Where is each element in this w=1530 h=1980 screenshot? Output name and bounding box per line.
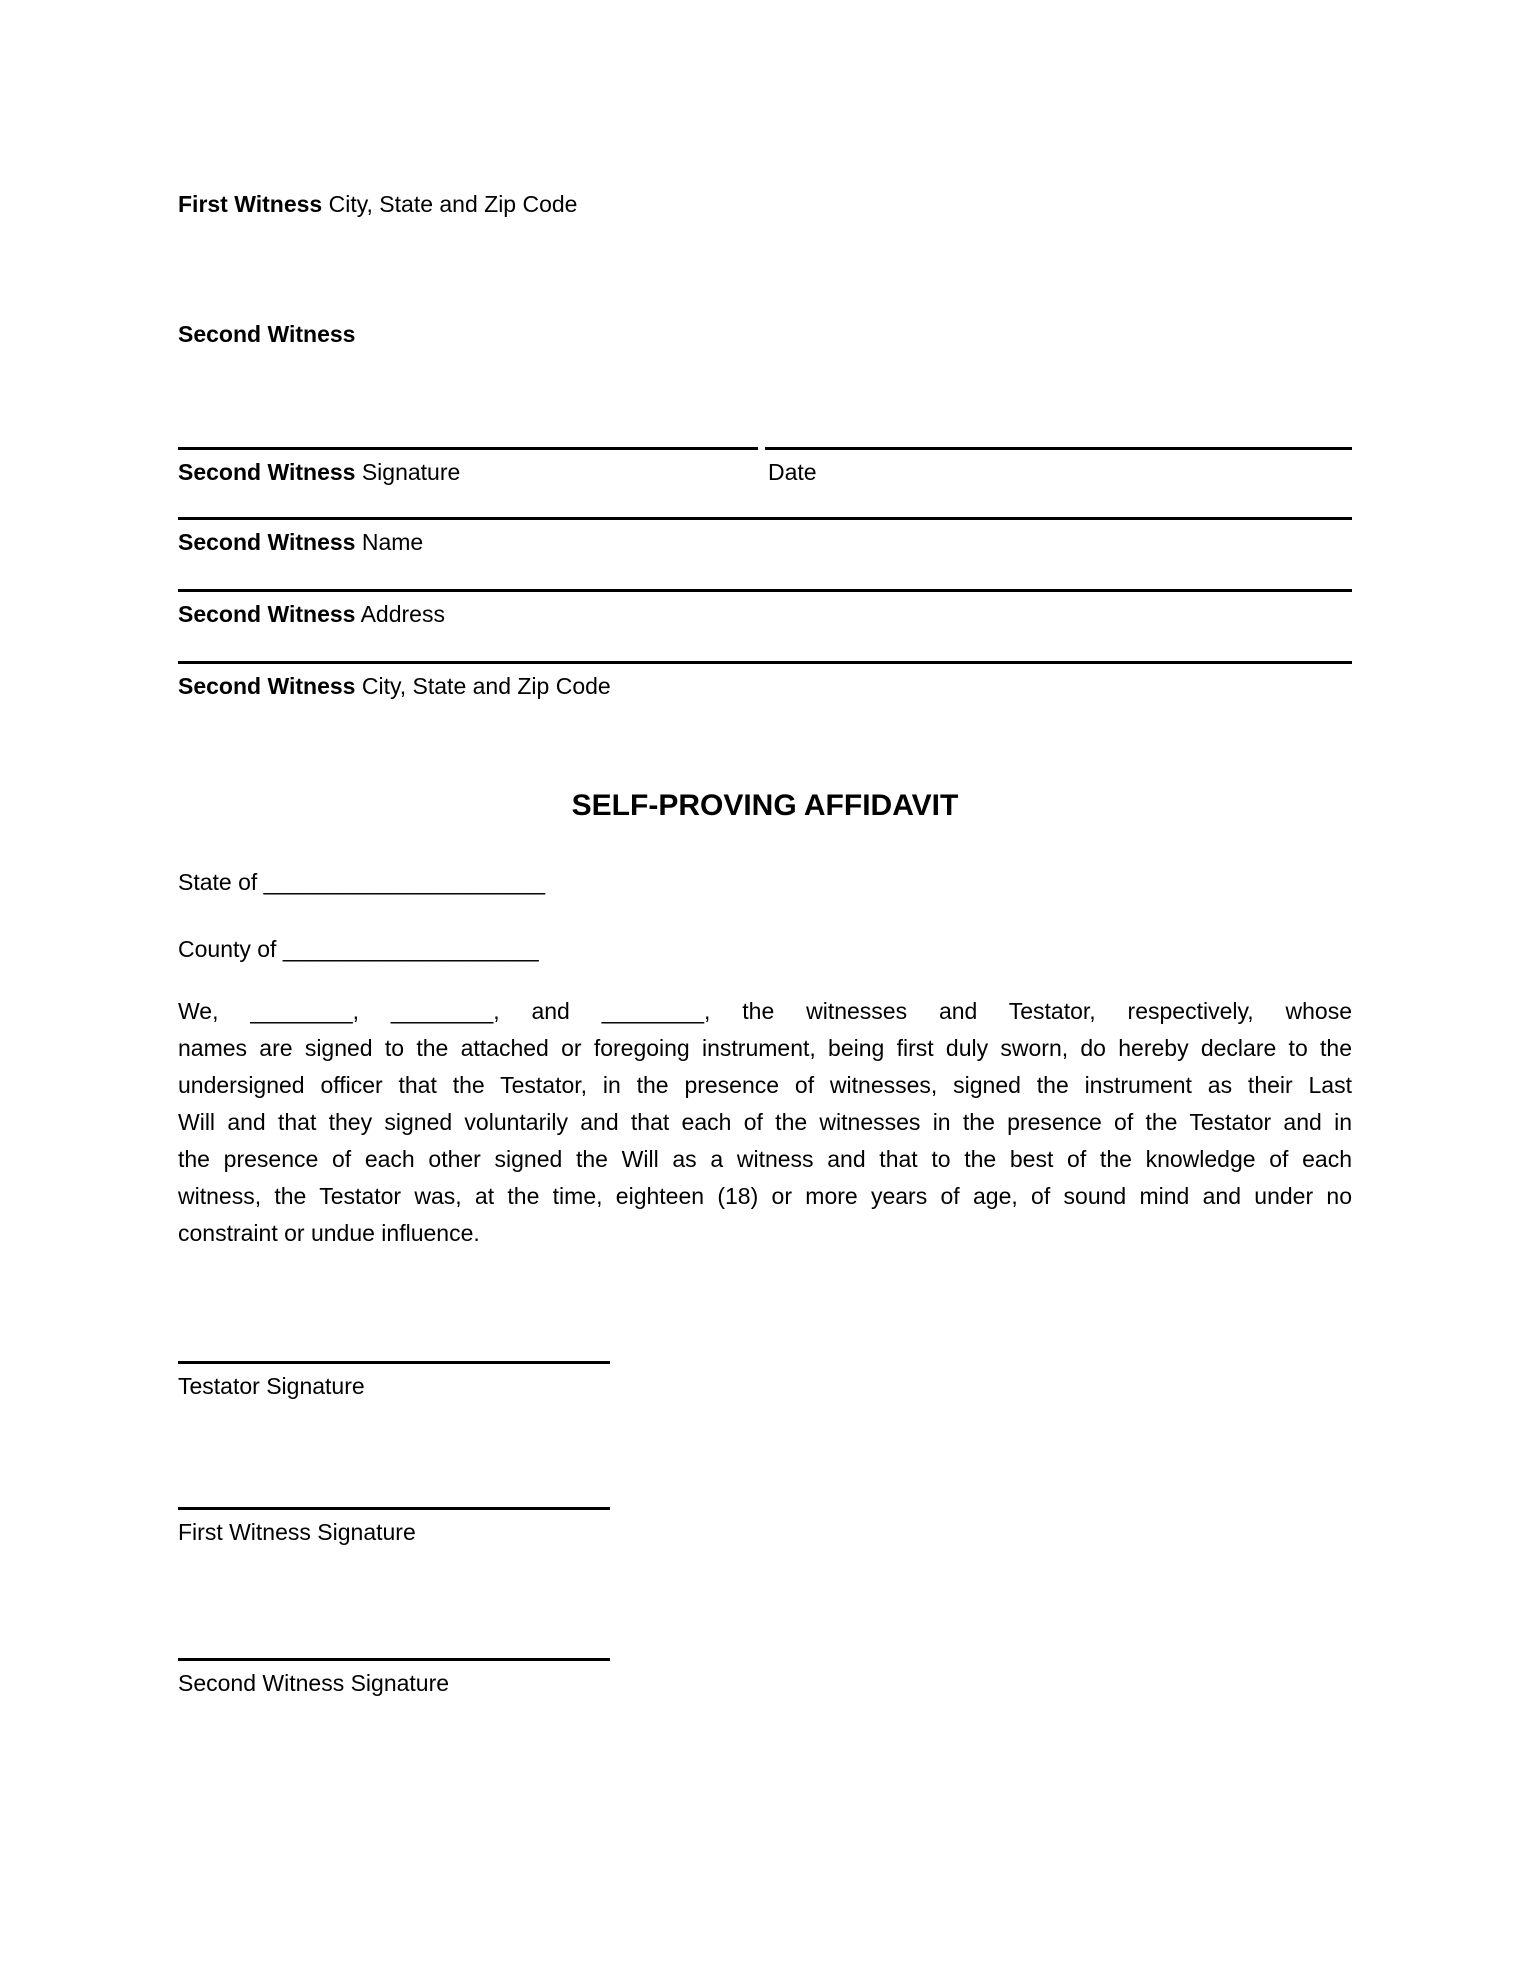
state-of-label: State of (178, 869, 258, 895)
state-of-blank-line: ______________________ (263, 869, 546, 895)
second-witness-city-label (178, 672, 611, 700)
affidavit-paragraph-line-6: witness, the Testator was, at the time, eighteen (18) or more years of age, of sound mind and under no (178, 1183, 1352, 1209)
state-of-row (178, 868, 545, 896)
state-of-blank (257, 869, 545, 895)
second-witness-address-label-rest: Address (355, 601, 445, 627)
second-witness-signature-label-bold: Second Witness (178, 459, 356, 485)
affidavit-paragraph (178, 993, 1352, 1252)
second-witness-name-line (178, 517, 1352, 520)
testator-signature-label: Testator Signature (178, 1373, 365, 1399)
second-witness-name-label-bold: Second Witness (178, 529, 356, 555)
county-of-label: County of (178, 936, 277, 962)
second-witness-address-label-bold: Second Witness (178, 601, 356, 627)
second-witness-address-label (178, 600, 445, 628)
second-witness-city-line (178, 661, 1352, 664)
first-witness-signature-line (178, 1507, 610, 1510)
second-witness-signature-label-rest: Signature (355, 459, 461, 485)
county-of-blank-line: ____________________ (282, 936, 539, 962)
first-witness-city-label-rest: City, State and Zip Code (322, 191, 578, 217)
second-witness-signature-label-bottom: Second Witness Signature (178, 1670, 450, 1696)
date-line (765, 447, 1352, 450)
second-witness-city-label-rest: City, State and Zip Code (355, 673, 611, 699)
second-witness-address-line (178, 589, 1352, 592)
date-label: Date (768, 459, 817, 485)
affidavit-title: SELF-PROVING AFFIDAVIT (571, 789, 959, 822)
second-witness-signature-line-bottom (178, 1658, 610, 1661)
second-witness-heading: Second Witness (178, 321, 356, 347)
affidavit-paragraph-line-3: undersigned officer that the Testator, in the presence of witnesses, signed the instrument as their Last (178, 1072, 1352, 1098)
second-witness-signature-line (178, 447, 758, 450)
affidavit-paragraph-line-2: names are signed to the attached or foregoing instrument, being first duly sworn, do hereby declare to the (178, 1035, 1352, 1061)
county-of-row (178, 935, 539, 963)
second-witness-name-label (178, 528, 423, 556)
second-witness-signature-label (178, 458, 460, 486)
second-witness-city-label-bold: Second Witness (178, 673, 356, 699)
affidavit-paragraph-line-7: constraint or undue influence. (178, 1220, 480, 1246)
affidavit-paragraph-line-1: We, ________, ________, and ________, the witnesses and Testator, respectively, whose (178, 998, 1352, 1024)
second-witness-name-label-rest: Name (355, 529, 424, 555)
affidavit-paragraph-line-4: Will and that they signed voluntarily and that each of the witnesses in the presence of the Testator and in (178, 1109, 1352, 1135)
first-witness-city-label-bold: First Witness (178, 191, 323, 217)
affidavit-paragraph-line-5: the presence of each other signed the Will as a witness and that to the best of the knowledge of each (178, 1146, 1352, 1172)
county-of-blank (276, 936, 538, 962)
first-witness-city-label (178, 190, 577, 218)
testator-signature-line (178, 1361, 610, 1364)
first-witness-signature-label: First Witness Signature (178, 1519, 416, 1545)
